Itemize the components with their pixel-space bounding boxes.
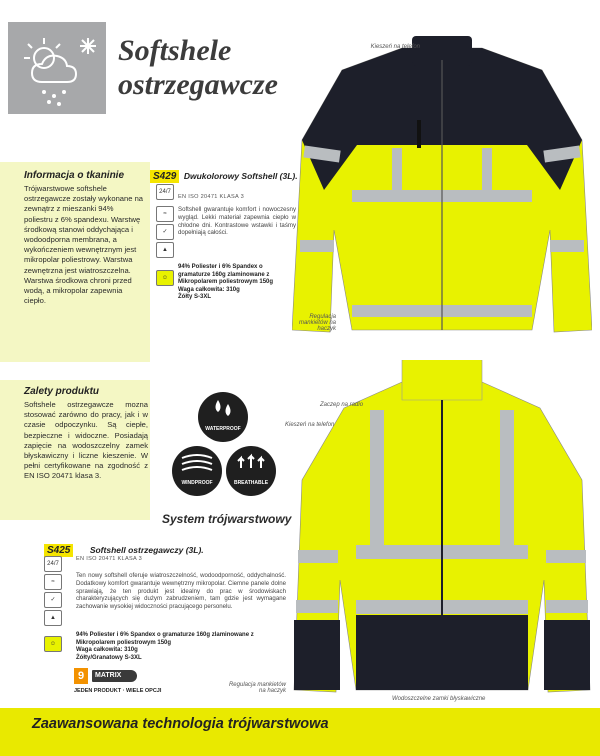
product-s425-weight: Waga całkowita: 310g [76,647,138,654]
product-s425-standard: EN ISO 20471 KLASA 3 [76,556,143,562]
hivis-icon: ▲ [156,242,174,258]
product-s429-block [150,166,300,184]
product-s429-weight: Waga całkowita: 310g [178,286,240,293]
wash-icon-2: ≈ [44,574,62,590]
callout-cuff-hook-bottom: Regulacja mankietów na haczyk [228,682,286,694]
product-s429-standard: EN ISO 20471 KLASA 3 [178,194,245,200]
product-s425-specs [76,632,276,662]
title-line-1: Softshele [118,34,232,67]
waterproof-label: WATERPROOF [205,426,241,432]
product-s429-name: Dwukolorowy Softshell (3L). [183,171,298,181]
product-s425-fabric: 94% Poliester i 6% Spandex o gramaturze 160g zlaminowane z Mikropolarem poliestrowym 150g [76,632,254,646]
advantages-body: Softshele ostrzegawcze mozna stosować zarówno do pracy, jak i w czasie odpoczynku. Są ciepłe, bezpieczne i widoczne. Posiadają zapięcie na wodoszczelny zamek błyskawiczny i liczne kieszenie. W pełni certyfikowane na zgodność z EN ISO 20471 klasa 3. [24,400,148,481]
product-s429-description: Softshell gwarantuje komfort i nowoczesny wygląd. Lekki materiał zapewnia ciepło w chłodne dni. Kontrastowe wstawki i taśmy dopełniają całości. [178,206,296,237]
fabric-info-heading: Informacja o tkaninie [24,170,125,181]
windproof-label: WINDPROOF [181,480,213,486]
product-s429-colors: Żółty S-3XL [178,294,212,301]
certificate-icon-2: ✓ [44,592,62,608]
footer-title: Zaawansowana technologia trójwarstwowa [32,716,329,732]
product-s425-description: Ten nowy softshell oferuje wiatroszczelność, wodoodporność, oddychalność. Dodatkowy komfort gwarantuje wewnętrzny mikropolar. Ciemne panele dolne sprawiają, że ten produkt jest idealny do prac w środowiskach charakteryzujących się dużym zabrudzeniem, tam gdzie jest wymagane zachowanie wysokiej widoczności pracującego personelu. [76,572,286,611]
matrix-badge: MATRIX [92,670,137,682]
callout-phone-pocket-top: Kieszeń na telefon [370,44,420,50]
wash-icon: ≈ [156,206,174,222]
weather-icon-box [8,22,106,114]
weather-icon [8,22,106,114]
advantages-heading: Zalety produktu [24,386,100,397]
product-s425-code: S425 [44,544,73,557]
callout-waterproof-zips: Wodoszczelne zamki błyskawiczne [392,696,486,702]
certificate-icon: ✓ [156,224,174,240]
product-s429-code: S429 [150,170,179,183]
breathable-label: BREATHABLE [233,480,269,486]
product-s429-fabric: 94% Poliester i 6% Spandex o gramaturze 160g zlaminowane z Mikropolarem poliestrowym 150g [178,264,274,286]
calendar-247-icon: 24/7 [156,184,174,200]
droplets-icon [198,392,248,424]
callout-phone-pocket-bottom: Kieszeń na telefon [285,422,335,428]
worker-icon-2: ☺ [44,636,62,652]
jacket-s429-image [292,30,592,350]
callout-cuff-hook-top: Regulacja mankietów na haczyk [298,314,336,332]
fabric-info-body: Trójwarstwowe softshele ostrzegawcze zostały wykonane na zewnątrz z mieszanki 94% poliestru z 6% spandexu. Warstwę środkową stanowi oddychająca i wodoodporna membrana, a wykończeniem wewnętrznym jest mikropolar poliestrowy. Warstwa zewnętrzna jest wiatroszczelna. Warstwa środkowa chroni przed wodą, a mikropolar zapewnia ciepło. [24,184,144,306]
breathable-icon [226,446,276,478]
breathable-badge [226,446,276,496]
product-s429-specs [178,264,288,302]
page-title [118,34,278,102]
calendar-247-icon-2: 24/7 [44,556,62,572]
product-s425-name: Softshell ostrzegawczy (3L). [89,545,204,555]
jacket-s425-image [292,360,592,702]
system-label: System trójwarstwowy [162,512,292,526]
title-line-2: ostrzegawcze [118,68,278,101]
matrix-caption: JEDEN PRODUKT · WIELE OPCJI [74,688,162,694]
waterproof-badge [198,392,248,442]
windproof-badge [172,446,222,496]
worker-icon: ☺ [156,270,174,286]
matrix-number-badge: 9 [74,668,88,684]
callout-radio-clip: Zaczep na radio [320,402,364,408]
wind-icon [172,446,222,478]
hivis-icon-2: ▲ [44,610,62,626]
product-s425-colors: Żółty/Granatowy S-3XL [76,654,142,661]
